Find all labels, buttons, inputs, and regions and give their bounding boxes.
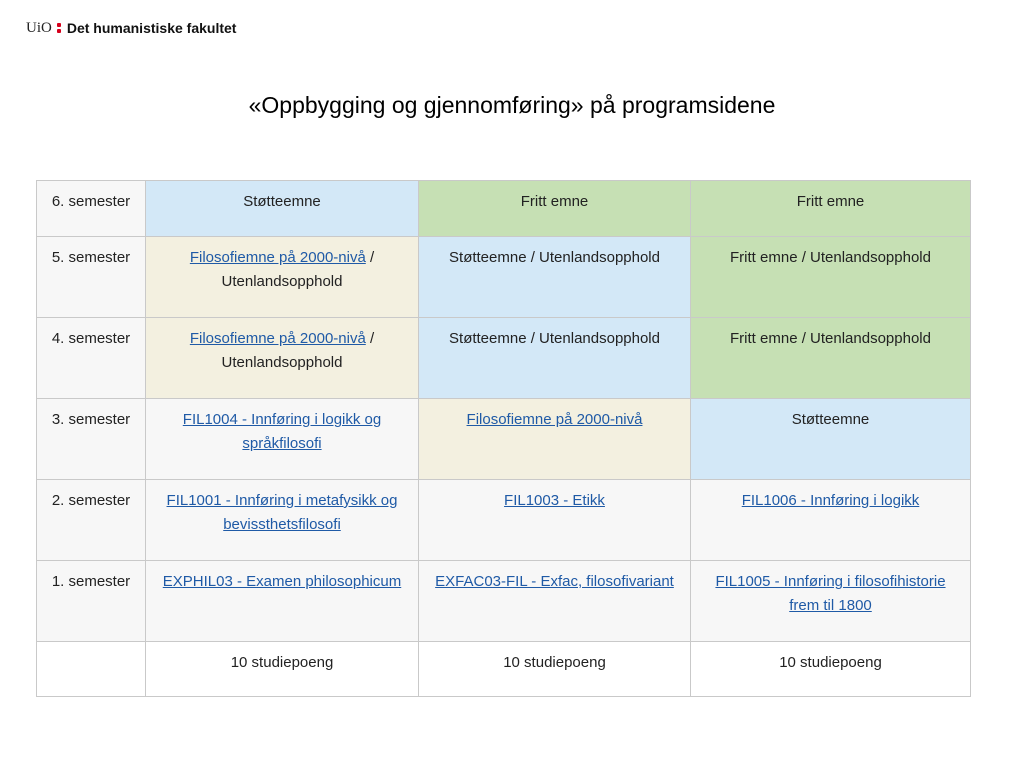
page-header: [26, 18, 236, 38]
uio-logo-dots-icon: [57, 23, 61, 33]
table-row-semester-6: [37, 181, 971, 237]
table-row-semester-1: [37, 561, 971, 642]
course-link[interactable]: Filosofiemne på 2000-nivå: [189, 330, 366, 347]
course-cell: [691, 399, 971, 480]
semester-label: [37, 642, 146, 697]
course-link[interactable]: FIL1006 - Innføring i logikk: [741, 492, 920, 509]
course-link[interactable]: FIL1001 - Innføring i metafysikk og bevissthetsfilosofi: [166, 492, 398, 533]
table-row-semester-4: [37, 318, 971, 399]
semester-label: 4. semester: [37, 318, 146, 399]
course-link[interactable]: EXFAC03-FIL - Exfac, filosofivariant: [435, 573, 674, 590]
course-cell: [146, 181, 419, 237]
cell-suffix: / Utenlandsopphold: [221, 249, 375, 290]
course-cell: [419, 181, 691, 237]
cell-text: Støtteemne: [791, 411, 870, 428]
course-cell: [691, 181, 971, 237]
table-row-semester-3: [37, 399, 971, 480]
study-plan-table: [36, 180, 971, 697]
course-link[interactable]: Filosofiemne på 2000-nivå: [466, 411, 643, 428]
course-cell: [419, 561, 691, 642]
semester-label: 1. semester: [37, 561, 146, 642]
course-link[interactable]: FIL1003 - Etikk: [504, 492, 605, 509]
uio-logo: UiO: [26, 19, 52, 36]
semester-label: 2. semester: [37, 480, 146, 561]
course-cell: [419, 237, 691, 318]
course-cell: [419, 480, 691, 561]
course-cell: [146, 318, 419, 399]
semester-label: 3. semester: [37, 399, 146, 480]
faculty-name: Det humanistiske fakultet: [66, 20, 237, 36]
cell-text: Støtteemne / Utenlandsopphold: [449, 330, 660, 347]
credits-cell: 10 studiepoeng: [419, 642, 691, 697]
table-row-semester-5: [37, 237, 971, 318]
course-cell: [691, 480, 971, 561]
credits-cell: 10 studiepoeng: [691, 642, 971, 697]
course-link[interactable]: EXPHIL03 - Examen philosophicum: [162, 573, 402, 590]
cell-text: Fritt emne: [520, 193, 589, 210]
course-cell: [146, 561, 419, 642]
table-row-credits: [37, 642, 971, 697]
credits-cell: 10 studiepoeng: [146, 642, 419, 697]
course-cell: [691, 237, 971, 318]
cell-text: Støtteemne / Utenlandsopphold: [449, 249, 660, 266]
cell-text: Fritt emne / Utenlandsopphold: [730, 249, 931, 266]
table-row-semester-2: [37, 480, 971, 561]
cell-suffix: / Utenlandsopphold: [221, 330, 375, 371]
page-title: «Oppbygging og gjennomføring» på programsidene: [248, 92, 776, 118]
cell-text: Fritt emne: [796, 193, 865, 210]
semester-label: 5. semester: [37, 237, 146, 318]
course-cell: [419, 399, 691, 480]
course-cell: [691, 561, 971, 642]
course-cell: [146, 237, 419, 318]
course-link[interactable]: Filosofiemne på 2000-nivå: [189, 249, 366, 266]
course-cell: [691, 318, 971, 399]
course-link[interactable]: FIL1005 - Innføring i filosofihistorie frem til 1800: [715, 573, 946, 614]
cell-text: Støtteemne: [243, 193, 321, 210]
cell-text: Fritt emne / Utenlandsopphold: [730, 330, 931, 347]
course-cell: [146, 480, 419, 561]
course-cell: [146, 399, 419, 480]
course-cell: [419, 318, 691, 399]
semester-label: 6. semester: [37, 181, 146, 237]
course-link[interactable]: FIL1004 - Innføring i logikk og språkfilosofi: [182, 411, 382, 452]
